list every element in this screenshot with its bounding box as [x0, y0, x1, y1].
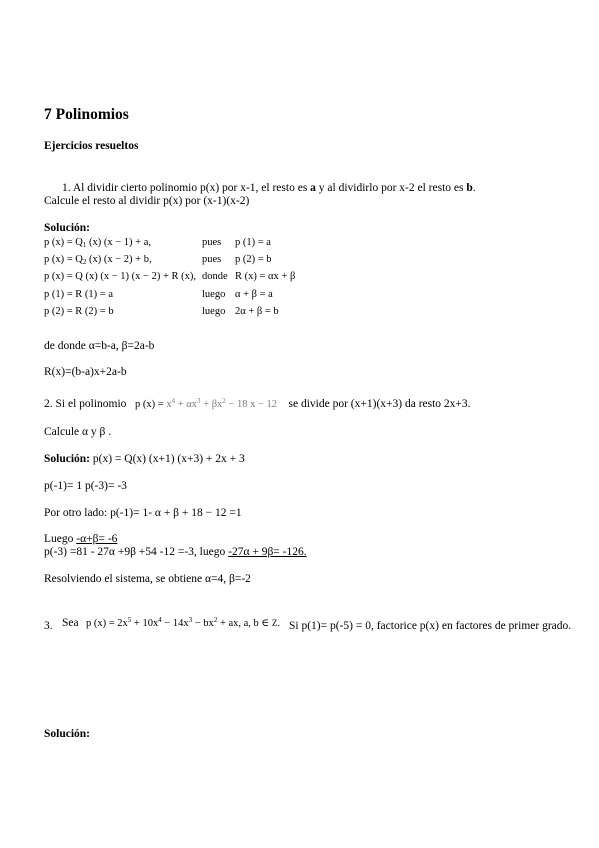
ex1-solution-label: Solución:	[44, 222, 91, 234]
ex1-row-left: p $(x) = Q_1$ (x) (x − 1) + a,	[44, 237, 151, 249]
ex1-row-left: p $(x) = Q_2$ (x) (x − 2) + b,	[44, 254, 152, 266]
ex1-statement-line2: Calcule el resto al dividir p(x) por (x-1)(x-2)	[44, 195, 250, 207]
ex2-ask: Calcule α y β .	[44, 426, 112, 438]
ex1-row-mid: donde	[202, 271, 228, 282]
ex1-row-mid: pues	[202, 237, 222, 248]
ex2-solution: Solución: p(x) = Q(x) (x+1) (x+3) + 2x + 3	[44, 453, 245, 465]
ex1-row-mid: pues	[202, 254, 222, 265]
ex1-row-right: p (2) = b	[235, 254, 272, 265]
ex2-otro-lado: Por otro lado: p(-1)= 1- α + β + 18 − 12 =1	[44, 507, 242, 519]
ex2-polynomial: p $(x) = x^4 + \alpha x^3 + \beta x^2 - 18$ x − 12	[135, 397, 278, 410]
ex1-row-right: 2α + β = b	[235, 306, 279, 317]
ex2-p-minus-3: p(-3) =81 - 27α +9β +54 -12 =-3, luego -27α + 9β= -126.	[44, 546, 307, 558]
ex3-number: 3.	[44, 620, 53, 632]
ex1-result: R(x)=(b-a)x+2a-b	[44, 366, 127, 378]
ex1-row-right: p (1) = a	[235, 237, 271, 248]
section-title: Ejercicios resueltos	[44, 140, 139, 152]
ex1-row-left: p (2) = R (2) = b	[44, 306, 114, 317]
chapter-title: 7 Polinomios	[44, 106, 129, 123]
ex1-row-right: R (x) = αx + β	[235, 271, 296, 282]
ex1-row-right: α + β = a	[235, 289, 273, 300]
ex1-row-mid: luego	[202, 289, 226, 300]
ex2-luego: Luego -α+β= -6	[44, 533, 118, 545]
ex3-polynomial: p $(x) = 2x^5 + 10x^4 - 14x^3 - bx^2$ + ax, a, b ∈ Z.	[86, 616, 280, 629]
ex3-solution-label: Solución:	[44, 728, 91, 740]
ex1-row-mid: luego	[202, 306, 226, 317]
ex1-statement-line1: 1. Al dividir cierto polinomio p(x) por x-1, el resto es a y al dividirlo por x-2 el resto es b.	[62, 182, 476, 194]
ex1-dedonde: de donde α=b-a, β=2a-b	[44, 340, 155, 352]
ex2-resolviendo: Resolviendo el sistema, se obtiene α=4, β=-2	[44, 573, 251, 585]
ex3-sea: Sea	[62, 617, 79, 629]
ex2-values: p(-1)= 1 p(-3)= -3	[44, 480, 127, 492]
ex2-statement: 2. Si el polinomio p $(x) = x^4 + \alpha x^3 + \beta x^2 - 18$ x − 12 se divide por (x+1)(x+3) da resto 2x+3.	[44, 397, 471, 410]
ex1-row-left: p (1) = R (1) = a	[44, 289, 113, 300]
ex1-row-left: p (x) = Q (x) (x − 1) (x − 2) + R (x),	[44, 271, 196, 282]
ex3-condition: Si p(1)= p(-5) = 0, factorice p(x) en factores de primer grado.	[289, 620, 572, 632]
